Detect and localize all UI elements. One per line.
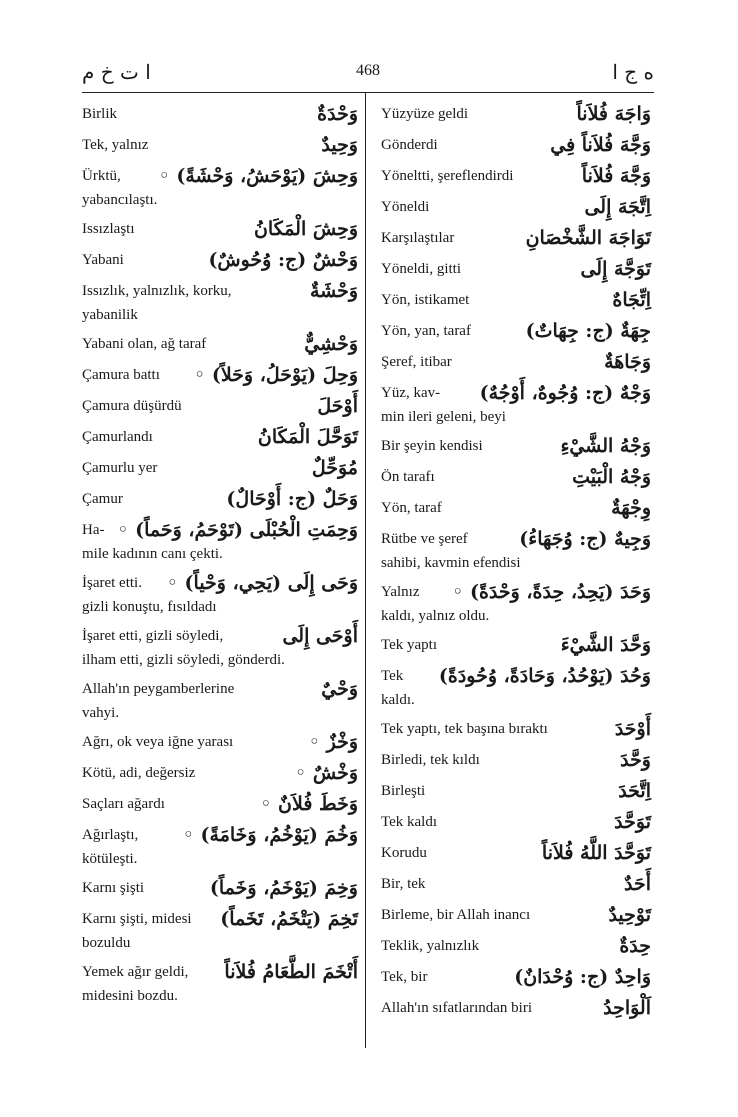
entry-translation: Yön, istikamet xyxy=(381,292,470,308)
dictionary-entry xyxy=(381,868,651,899)
entry-translation-continued: kaldı, yalnız oldu. xyxy=(381,608,490,624)
dictionary-entry xyxy=(381,930,651,961)
entry-arabic-term: وَحْشِيٌّ xyxy=(304,333,358,355)
entry-arabic-term: وَحْيٌ xyxy=(321,678,358,700)
header-right-letters: ه ج ا xyxy=(612,60,654,84)
entry-arabic-term: تَوَحَّلَ الْمَكَانُ xyxy=(257,426,358,448)
entry-translation: Karşılaştılar xyxy=(381,230,455,246)
entry-translation: Yabani xyxy=(82,252,124,268)
dictionary-entry xyxy=(381,806,651,837)
entry-translation-continued: vahyi. xyxy=(82,705,120,721)
entry-arabic-term: وَحِيدٌ xyxy=(321,134,358,156)
entry-arabic-term: اَلْوَاحِدُ xyxy=(603,997,651,1019)
entry-arabic-term: وَحْشٌ (ج: وُحُوشٌ) xyxy=(208,249,358,271)
dictionary-entry xyxy=(82,872,358,903)
entry-line xyxy=(82,757,358,788)
entry-arabic-term: وَجِيهٌ (ج: وُجَهَاءُ) xyxy=(519,528,651,550)
entry-translation: Issızlık, yalnızlık, korku, xyxy=(82,283,232,299)
entry-continuation-line xyxy=(82,934,358,956)
entry-arabic-term: وَخِمَ (يَوْخَمُ، وَخَماً) xyxy=(209,877,358,899)
entry-translation: Tek xyxy=(381,668,404,684)
entry-arabic-term: تَوَاجَهَ الشَّخْصَانِ xyxy=(525,227,651,249)
right-column xyxy=(381,98,651,1023)
entry-translation: Allah'ın peygamberlerine xyxy=(82,681,235,697)
dictionary-entry xyxy=(381,492,651,523)
entry-line xyxy=(381,775,651,806)
entry-translation-continued: midesini bozdu. xyxy=(82,988,178,1004)
entry-translation-continued: min ileri geleni, beyi xyxy=(381,409,506,425)
header-rule xyxy=(82,92,654,93)
entry-translation: Çamura düşürdü xyxy=(82,398,182,414)
entry-arabic-term: وِجْهَةٌ xyxy=(611,497,651,519)
entry-continuation-line xyxy=(82,545,358,567)
dictionary-entry xyxy=(82,514,358,567)
entry-arabic-term: وَجْهٌ (ج: وُجُوهٌ، أَوْجُهٌ) xyxy=(479,382,651,404)
dictionary-entry xyxy=(381,191,651,222)
entry-arabic-term: وَحُدَ (يَوْحُدُ، وَحَادَةً، وُحُودَةً) xyxy=(438,665,651,687)
entry-arabic-term: وَحِشَ الْمَكَانُ xyxy=(253,218,358,240)
entry-arabic-term: جِهَةٌ (ج: جِهَاتٌ) xyxy=(525,320,651,342)
entry-line xyxy=(381,98,651,129)
dictionary-entry xyxy=(381,660,651,713)
entry-line xyxy=(82,129,358,160)
dictionary-entry xyxy=(381,430,651,461)
dictionary-entry xyxy=(381,837,651,868)
entry-line xyxy=(381,961,651,992)
entry-continuation-line xyxy=(381,607,651,629)
dictionary-entry xyxy=(82,359,358,390)
dictionary-entry xyxy=(82,956,358,1009)
entry-translation-continued: kaldı. xyxy=(381,692,415,708)
entry-translation: İşaret etti, gizli söyledi, xyxy=(82,628,224,644)
page-header xyxy=(82,58,654,88)
entry-arabic-term: وَحِمَتِ الْحُبْلَى (تَوْحَمُ، وَحَماً) ◦ xyxy=(117,519,358,541)
entry-line xyxy=(381,253,651,284)
entry-arabic-term: أَتْخَمَ الطَّعَامُ فُلاَناً xyxy=(224,961,358,983)
entry-line xyxy=(381,315,651,346)
dictionary-entry xyxy=(82,328,358,359)
entry-translation: Yalnız xyxy=(381,584,420,600)
entry-arabic-term: وَحَدَ (يَحِدُ، حِدَةً، وَحْدَةً) ◦ xyxy=(452,581,651,603)
dictionary-entry xyxy=(82,98,358,129)
dictionary-entry xyxy=(381,992,651,1023)
entry-line xyxy=(381,523,651,554)
entry-translation: Rütbe ve şeref xyxy=(381,531,468,547)
entry-line xyxy=(381,461,651,492)
entry-line xyxy=(381,899,651,930)
entry-continuation-line xyxy=(82,191,358,213)
entry-translation: Tek kaldı xyxy=(381,814,438,830)
dictionary-entry xyxy=(381,629,651,660)
dictionary-entry xyxy=(82,129,358,160)
entry-arabic-term: وَحَلٌ (ج: أَوْحَالٌ) xyxy=(226,488,358,510)
entry-continuation-line xyxy=(381,408,651,430)
entry-line xyxy=(381,629,651,660)
dictionary-entry xyxy=(82,160,358,213)
entry-translation: Yüzyüze geldi xyxy=(381,106,469,122)
dictionary-entry xyxy=(82,819,358,872)
entry-line xyxy=(82,726,358,757)
dictionary-entry xyxy=(381,315,651,346)
dictionary-entry xyxy=(381,775,651,806)
entry-line xyxy=(82,514,358,545)
entry-translation: Saçları ağardı xyxy=(82,796,165,812)
dictionary-entry xyxy=(82,788,358,819)
entry-line xyxy=(381,930,651,961)
entry-arabic-term: وَجْهُ الشَّيْءِ xyxy=(560,435,651,457)
dictionary-entry xyxy=(82,275,358,328)
entry-arabic-term: أَوْحَدَ xyxy=(614,718,651,740)
entry-continuation-line xyxy=(82,850,358,872)
entry-line xyxy=(82,244,358,275)
entry-line xyxy=(82,673,358,704)
entry-translation: Ha- xyxy=(82,522,105,538)
dictionary-entry xyxy=(82,567,358,620)
entry-translation: Allah'ın sıfatlarından biri xyxy=(381,1000,532,1016)
entry-translation: Birleşti xyxy=(381,783,426,799)
entry-translation: Ağrı, ok veya iğne yarası xyxy=(82,734,234,750)
entry-translation-continued: yabanilik xyxy=(82,307,138,323)
entry-continuation-line xyxy=(82,306,358,328)
entry-translation: Karnı şişti, midesi xyxy=(82,911,192,927)
entry-arabic-term: اِتَّحَدَ xyxy=(618,780,651,802)
entry-translation: Yemek ağır geldi, xyxy=(82,964,189,980)
entry-arabic-term: وَخْزٌ ◦ xyxy=(308,731,358,753)
dictionary-entry xyxy=(82,673,358,726)
entry-arabic-term: وَخُمَ (يَوْخُمُ، وَخَامَةً) ◦ xyxy=(182,824,358,846)
entry-continuation-line xyxy=(381,691,651,713)
entry-line xyxy=(381,222,651,253)
dictionary-entry xyxy=(82,903,358,956)
header-left-letters: ا ت خ م xyxy=(82,60,151,84)
left-column xyxy=(82,98,358,1009)
entry-translation-continued: mile kadının canı çekti. xyxy=(82,546,223,562)
entry-translation: Tek yaptı, tek başına bıraktı xyxy=(381,721,548,737)
entry-line xyxy=(82,390,358,421)
entry-translation: Korudu xyxy=(381,845,427,861)
entry-arabic-term: تَوَجَّهَ إِلَى xyxy=(580,258,651,280)
entry-line xyxy=(82,213,358,244)
entry-line xyxy=(381,713,651,744)
entry-line xyxy=(82,872,358,903)
entry-arabic-term: وَاحِدٌ (ج: وُحْدَانٌ) xyxy=(514,966,651,988)
entry-line xyxy=(82,819,358,850)
entry-translation: Yöneldi, gitti xyxy=(381,261,461,277)
entry-translation: Teklik, yalnızlık xyxy=(381,938,480,954)
dictionary-entry xyxy=(82,244,358,275)
entry-arabic-term: وَحِشَ (يَوْحَشُ، وَحْشَةً) ◦ xyxy=(158,165,358,187)
dictionary-entry xyxy=(82,390,358,421)
entry-arabic-term: وَجَاهَةٌ xyxy=(604,351,651,373)
entry-arabic-term: مُوَحِّلٌ xyxy=(311,457,358,479)
entry-line xyxy=(381,430,651,461)
entry-line xyxy=(82,421,358,452)
dictionary-entry xyxy=(82,483,358,514)
entry-line xyxy=(82,567,358,598)
dictionary-entry xyxy=(381,713,651,744)
entry-translation-continued: bozuldu xyxy=(82,935,131,951)
entry-translation: Çamurlu yer xyxy=(82,460,158,476)
entry-arabic-term: وَحَى إِلَى (يَحِي، وَحْياً) ◦ xyxy=(166,572,358,594)
entry-line xyxy=(82,452,358,483)
entry-translation: Yön, taraf xyxy=(381,500,442,516)
entry-continuation-line xyxy=(82,987,358,1009)
entry-line xyxy=(381,806,651,837)
entry-translation-continued: yabancılaştı. xyxy=(82,192,158,208)
entry-translation: Yöneltti, şereflendirdi xyxy=(381,168,514,184)
entry-translation: Tek, yalnız xyxy=(82,137,149,153)
dictionary-entry xyxy=(381,961,651,992)
entry-translation: Yüz, kav- xyxy=(381,385,441,401)
entry-line xyxy=(82,483,358,514)
entry-arabic-term: اِتَّجَهَ إِلَى xyxy=(584,196,651,218)
entry-translation: Gönderdi xyxy=(381,137,438,153)
entry-translation: Issızlaştı xyxy=(82,221,135,237)
entry-line xyxy=(381,868,651,899)
entry-line xyxy=(82,98,358,129)
entry-line xyxy=(381,992,651,1023)
entry-translation: Birledi, tek kıldı xyxy=(381,752,480,768)
dictionary-entry xyxy=(381,284,651,315)
entry-line xyxy=(82,328,358,359)
entry-translation-continued: kötüleşti. xyxy=(82,851,138,867)
entry-translation: Şeref, itibar xyxy=(381,354,452,370)
entry-arabic-term: وَحْشَةٌ xyxy=(309,280,358,302)
entry-translation: Ürktü, xyxy=(82,168,121,184)
entry-arabic-term: وَحَّدَ الشَّيْءَ xyxy=(560,634,651,656)
entry-arabic-term: وَخَطَ فُلاَنٌ ◦ xyxy=(260,793,358,815)
dictionary-entry xyxy=(82,452,358,483)
entry-translation: Birleme, bir Allah inancı xyxy=(381,907,531,923)
entry-line xyxy=(82,956,358,987)
dictionary-entry xyxy=(381,129,651,160)
entry-translation-continued: sahibi, kavmin efendisi xyxy=(381,555,521,571)
entry-translation: Tek yaptı xyxy=(381,637,438,653)
entry-arabic-term: وَحَّدَ xyxy=(620,749,651,771)
entry-arabic-term: وَجْهُ الْبَيْتِ xyxy=(572,466,651,488)
entry-arabic-term: وَجَّهَ فُلاَناً فِي xyxy=(550,134,651,156)
dictionary-entry xyxy=(82,757,358,788)
entry-arabic-term: أَحَدٌ xyxy=(624,873,651,895)
entry-translation: Yabani olan, ağ taraf xyxy=(82,336,207,352)
column-divider xyxy=(365,92,366,1048)
dictionary-entry xyxy=(381,523,651,576)
entry-translation: Ağırlaştı, xyxy=(82,827,139,843)
entry-arabic-term: أَوْحَى إِلَى xyxy=(282,625,358,647)
entry-line xyxy=(381,284,651,315)
entry-arabic-term: وَخْشٌ ◦ xyxy=(295,762,358,784)
entry-translation: Yön, yan, taraf xyxy=(381,323,471,339)
entry-arabic-term: وَحِلَ (يَوْحَلُ، وَحَلاً) ◦ xyxy=(194,364,358,386)
entry-line xyxy=(82,359,358,390)
entry-arabic-term: وَحْدَةٌ xyxy=(317,103,358,125)
dictionary-entry xyxy=(381,744,651,775)
entry-translation: Bir, tek xyxy=(381,876,426,892)
entry-arabic-term: تَوْحِيدٌ xyxy=(608,904,651,926)
entry-continuation-line xyxy=(82,651,358,673)
entry-arabic-term: تَوَحَّدَ اللَّهُ فُلاَناً xyxy=(541,842,651,864)
entry-line xyxy=(381,129,651,160)
entry-line xyxy=(82,160,358,191)
entry-translation: Bir şeyin kendisi xyxy=(381,438,483,454)
dictionary-entry xyxy=(381,222,651,253)
entry-continuation-line xyxy=(82,704,358,726)
dictionary-entry xyxy=(381,461,651,492)
dictionary-entry xyxy=(381,160,651,191)
dictionary-entry xyxy=(381,253,651,284)
dictionary-entry xyxy=(381,899,651,930)
entry-arabic-term: تَوَحَّدَ xyxy=(614,811,651,833)
entry-translation-continued: gizli konuştu, fısıldadı xyxy=(82,599,217,615)
entry-translation: Karnı şişti xyxy=(82,880,145,896)
entry-translation: Çamur xyxy=(82,491,123,507)
entry-arabic-term: تَخِمَ (يَتْخَمُ، تَخَماً) xyxy=(220,908,358,930)
entry-line xyxy=(381,492,651,523)
entry-line xyxy=(381,377,651,408)
entry-translation: Çamura battı xyxy=(82,367,160,383)
entry-line xyxy=(82,903,358,934)
entry-line xyxy=(381,191,651,222)
entry-line xyxy=(381,744,651,775)
entry-translation: Ön tarafı xyxy=(381,469,435,485)
dictionary-entry xyxy=(82,421,358,452)
entry-continuation-line xyxy=(381,554,651,576)
entry-arabic-term: اِتِّجَاهٌ xyxy=(612,289,651,311)
entry-continuation-line xyxy=(82,598,358,620)
entry-arabic-term: حِدَةٌ xyxy=(619,935,651,957)
entry-line xyxy=(82,788,358,819)
entry-line xyxy=(381,660,651,691)
entry-line xyxy=(381,160,651,191)
entry-line xyxy=(381,837,651,868)
dictionary-entry xyxy=(381,576,651,629)
entry-translation: Yöneldi xyxy=(381,199,430,215)
dictionary-entry xyxy=(381,98,651,129)
entry-translation: Çamurlandı xyxy=(82,429,153,445)
entry-line xyxy=(82,275,358,306)
entry-line xyxy=(82,620,358,651)
entry-arabic-term: وَجَّهَ فُلاَناً xyxy=(581,165,651,187)
entry-arabic-term: أَوْحَلَ xyxy=(317,395,358,417)
entry-translation: Kötü, adi, değersiz xyxy=(82,765,196,781)
entry-translation: Tek, bir xyxy=(381,969,428,985)
dictionary-entry xyxy=(381,377,651,430)
entry-line xyxy=(381,576,651,607)
dictionary-entry xyxy=(381,346,651,377)
dictionary-entry xyxy=(82,213,358,244)
entry-arabic-term: وَاجَهَ فُلاَناً xyxy=(576,103,651,125)
dictionary-entry xyxy=(82,726,358,757)
page-number: 468 xyxy=(356,62,380,79)
entry-line xyxy=(381,346,651,377)
dictionary-entry xyxy=(82,620,358,673)
entry-translation: İşaret etti. xyxy=(82,575,142,591)
entry-translation: Birlik xyxy=(82,106,118,122)
entry-translation-continued: ilham etti, gizli söyledi, gönderdi. xyxy=(82,652,285,668)
